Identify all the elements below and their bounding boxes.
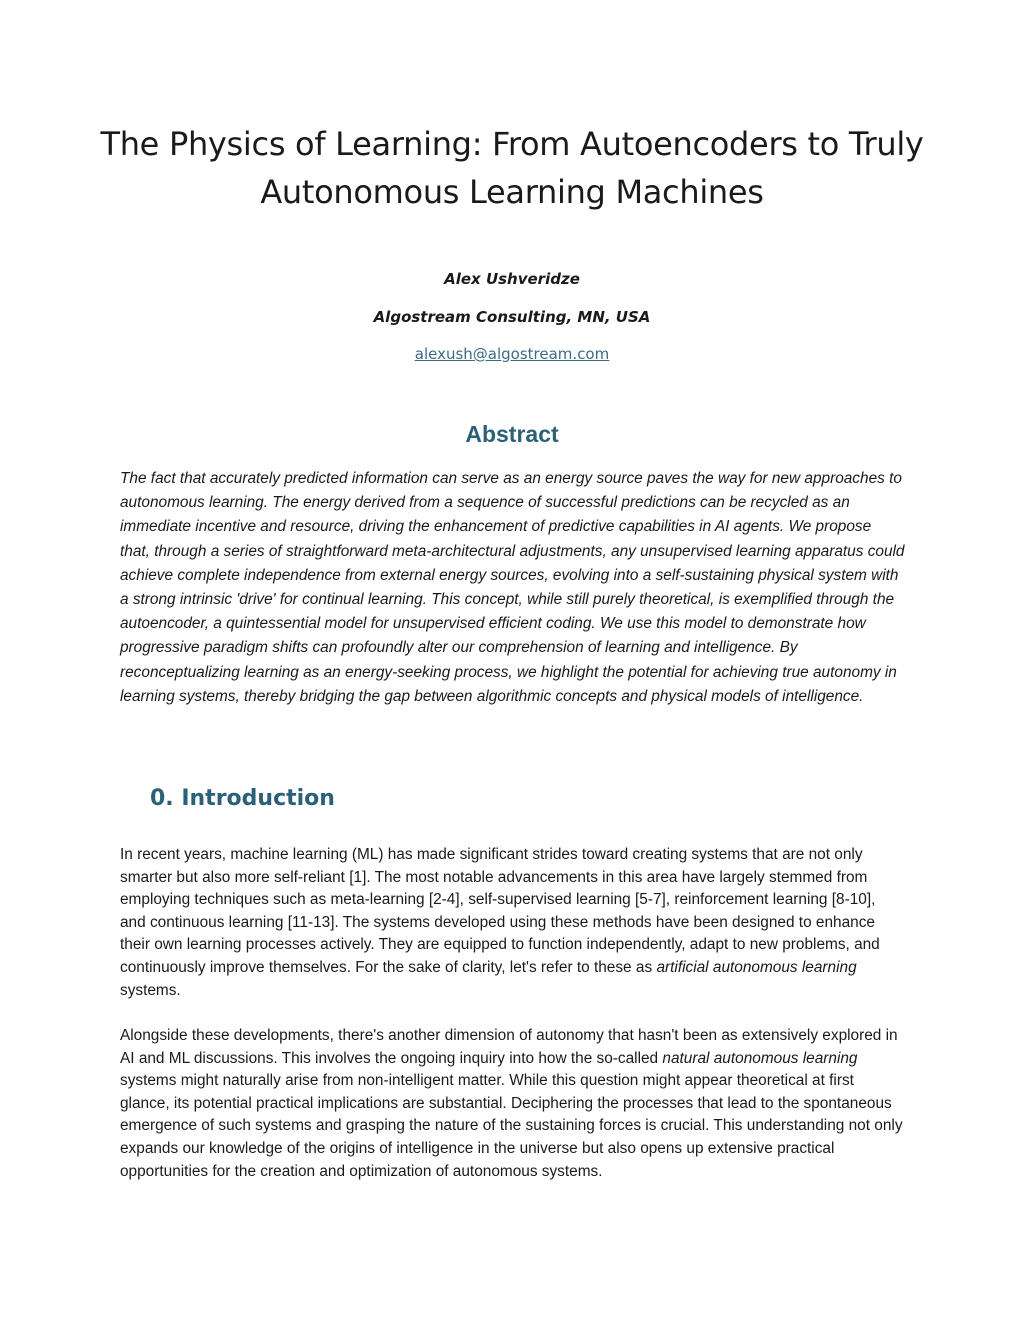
intro-paragraph-1 — [120, 844, 905, 1002]
intro-paragraph-2 — [120, 1025, 905, 1183]
para1-emphasis: artificial autonomous learning — [656, 958, 857, 976]
para1-text-after: systems. — [120, 981, 181, 999]
author-affiliation: Algostream Consulting, MN, USA — [373, 308, 651, 326]
author-email-link[interactable]: alexush@algostream.com — [414, 345, 610, 363]
para1-text-before: In recent years, machine learning (ML) has made significant strides toward creating systems that are not only smarter but also more self-reliant [1]. The most notable advancements in this area have largely stemmed from employing techniques such as meta-learning [2-4], self-supervised learning [5-7], reinforcement learning [8-10], and continuous learning [11-13]. The systems developed using these methods have been designed to enhance their own learning processes actively. They are equipped to function independently, adapt to new problems, and continuously improve themselves. For the sake of clarity, let's refer to these as — [120, 846, 880, 976]
para2-text-before: Alongside these developments, there's another dimension of autonomy that hasn't been as extensively explored in AI and ML discussions. This involves the ongoing inquiry into how the so-called — [120, 1027, 898, 1067]
author-email-line — [0, 345, 1024, 363]
author-name: Alex Ushveridze — [444, 270, 580, 288]
para2-emphasis: natural autonomous learning — [662, 1049, 858, 1067]
paper-title: The Physics of Learning: From Autoencoders to Truly Autonomous Learning Machines — [100, 125, 924, 211]
para2-text-after: systems might naturally arise from non-intelligent matter. While this question might appear theoretical at first glance, its potential practical implications are substantial. Deciphering the processes that lead to the spontaneous emergence of such systems and grasping the nature of the sustaining forces is crucial. This understanding not only expands our knowledge of the origins of intelligence in the universe but also opens up extensive practical opportunities for the creation and optimization of autonomous systems. — [120, 1072, 903, 1180]
abstract-heading: Abstract — [465, 421, 559, 447]
abstract-text: The fact that accurately predicted information can serve as an energy source paves the way for new approaches to autonomous learning. The energy derived from a sequence of successful predictions can be recycled as an immediate incentive and resource, driving the enhancement of predictive capabilities in AI agents. We propose that, through a series of straightforward meta-architectural adjustments, any unsupervised learning apparatus could achieve complete independence from external energy sources, evolving into a self-sustaining physical system with a strong intrinsic 'drive' for continual learning. This concept, while still purely theoretical, is exemplified through the autoencoder, a quintessential model for unsupervised efficient coding. We use this model to demonstrate how progressive paradigm shifts can profoundly alter our comprehension of learning and intelligence. By reconceptualizing learning as an energy-seeking process, we highlight the potential for achieving true autonomy in learning systems, thereby bridging the gap between algorithmic concepts and physical models of intelligence. — [120, 470, 905, 705]
section-heading-introduction: 0. Introduction — [150, 786, 335, 811]
